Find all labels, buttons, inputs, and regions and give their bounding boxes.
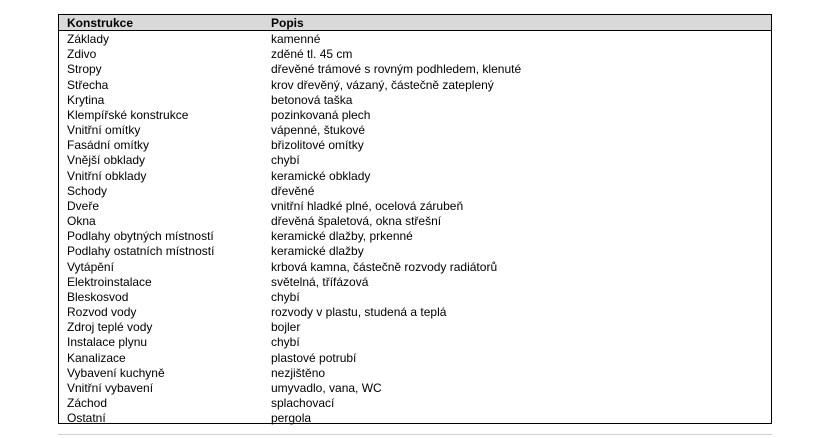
table-row [59, 290, 771, 305]
cell-description: splachovací [271, 396, 335, 411]
table-row [59, 169, 771, 184]
cell-description: pozinkovaná plech [271, 107, 371, 122]
table-row [59, 199, 771, 214]
table-row [59, 275, 771, 290]
cell-construction: Ostatní [67, 411, 106, 426]
cell-description: krov dřevěný, vázaný, částečně zateplený [271, 77, 494, 92]
table-row [59, 184, 771, 199]
cell-description: keramické obklady [271, 168, 371, 183]
cell-description: dřevěné trámové s rovným podhledem, klenuté [271, 62, 522, 77]
table-body [59, 32, 771, 426]
cell-construction: Základy [67, 32, 110, 46]
cell-construction: Stropy [67, 62, 102, 77]
table-row [59, 138, 771, 153]
cell-construction: Krytina [67, 92, 105, 107]
cell-description: břizolitové omítky [271, 138, 364, 153]
cell-description: nezjištěno [271, 365, 326, 380]
cell-description: keramické dlažby, prkenné [271, 229, 413, 244]
cell-construction: Elektroinstalace [67, 274, 152, 289]
table-row [59, 153, 771, 168]
cell-description: vnitřní hladké plné, ocelová zárubeň [271, 198, 464, 213]
cell-description: chybí [271, 289, 300, 304]
cell-construction: Schody [67, 183, 108, 198]
cell-description: keramické dlažby [271, 244, 364, 259]
cell-description: kamenné [271, 32, 321, 46]
table-row [59, 214, 771, 229]
cell-description: vápenné, štukové [271, 123, 366, 138]
table-row [59, 320, 771, 335]
table-row [59, 32, 771, 47]
table-row [59, 305, 771, 320]
cell-construction: Vnitřní obklady [67, 168, 147, 183]
cell-construction: Zdroj teplé vody [67, 320, 153, 335]
cell-construction: Kanalizace [67, 350, 126, 365]
cell-construction: Vnější obklady [67, 153, 146, 168]
cell-construction: Vnitřní omítky [67, 123, 141, 138]
cell-construction: Bleskosvod [67, 289, 129, 304]
cell-construction: Vybavení kuchyně [67, 365, 165, 380]
cell-description: světelná, třífázová [271, 274, 369, 289]
cell-construction: Zdivo [67, 47, 97, 62]
cell-construction: Instalace plynu [67, 335, 148, 350]
table-row [59, 396, 771, 411]
header-description: Popis [271, 16, 304, 30]
cell-construction: Vnitřní vybavení [67, 380, 154, 395]
cell-construction: Klempířské konstrukce [67, 107, 189, 122]
cell-construction: Dveře [67, 198, 100, 213]
cell-description: betonová taška [271, 92, 353, 107]
cell-construction: Střecha [67, 77, 109, 92]
cell-construction: Podlahy obytných místností [67, 229, 214, 244]
table-header [59, 15, 771, 31]
page-divider [58, 434, 772, 435]
cell-construction: Podlahy ostatních místností [67, 244, 215, 259]
cell-description: bojler [271, 320, 301, 335]
table-row [59, 47, 771, 62]
cell-construction: Vytápění [67, 259, 114, 274]
cell-description: umyvadlo, vana, WC [271, 380, 382, 395]
cell-construction: Rozvod vody [67, 305, 137, 320]
table-row [59, 411, 771, 426]
table-row [59, 366, 771, 381]
table-row [59, 93, 771, 108]
table-row [59, 62, 771, 77]
header-construction: Konstrukce [67, 16, 134, 30]
cell-description: plastové potrubí [271, 350, 357, 365]
table-row [59, 123, 771, 138]
construction-table [58, 14, 772, 424]
cell-description: chybí [271, 153, 300, 168]
table-row [59, 335, 771, 350]
cell-description: rozvody v plastu, studená a teplá [271, 305, 447, 320]
table-row [59, 260, 771, 275]
table-row [59, 381, 771, 396]
cell-description: chybí [271, 335, 300, 350]
table-row [59, 229, 771, 244]
table-row [59, 108, 771, 123]
cell-description: dřevěná špaletová, okna střešní [271, 214, 442, 229]
cell-construction: Záchod [67, 396, 108, 411]
cell-description: dřevěné [271, 183, 315, 198]
cell-description: zděné tl. 45 cm [271, 47, 353, 62]
table-row [59, 244, 771, 259]
table-row [59, 78, 771, 93]
cell-description: pergola [271, 411, 312, 426]
table-row [59, 351, 771, 366]
cell-description: krbová kamna, částečně rozvody radiátorů [271, 259, 498, 274]
cell-construction: Okna [67, 214, 96, 229]
cell-construction: Fasádní omítky [67, 138, 150, 153]
